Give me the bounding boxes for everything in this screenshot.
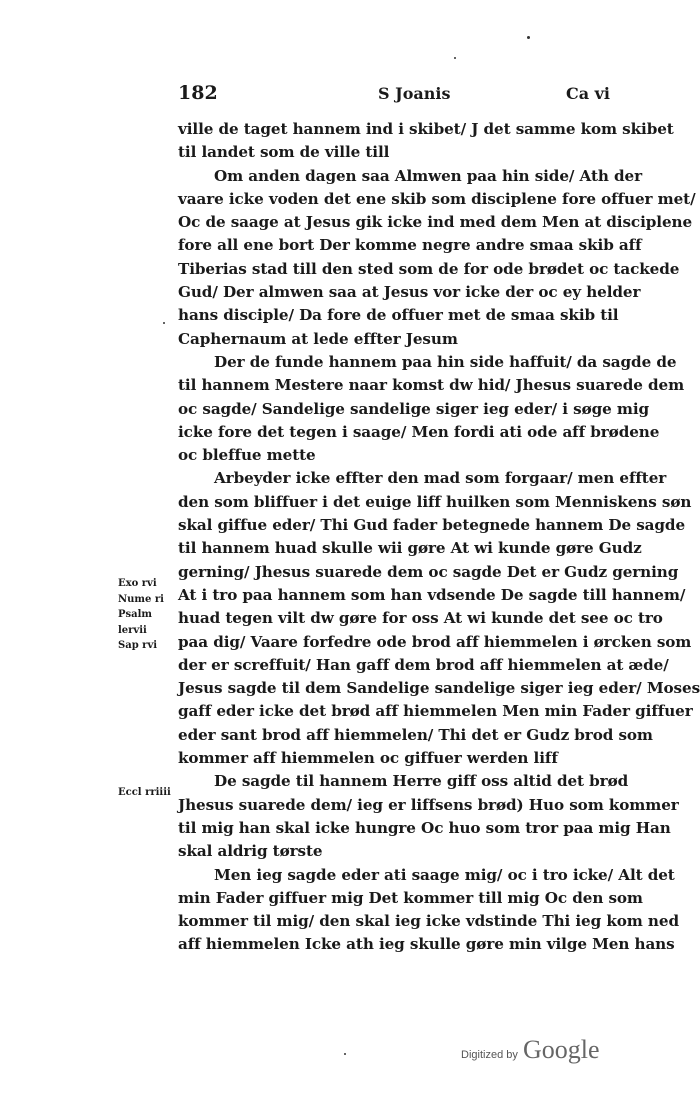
text-line: Om anden dagen saa Almwen paa hin side/ Ath der: [214, 166, 642, 185]
text-line: til hannem Mestere naar komst dw hid/ Jhesus suarede dem: [178, 376, 685, 395]
text-line: Caphernaum at lede effter Jesum: [178, 329, 458, 348]
text-line: vaare icke voden det ene skib som disciplene fore offuer met/: [178, 189, 696, 208]
text-line: min Fader giffuer mig Det kommer till mig Oc den som: [178, 888, 643, 907]
text-line: oc bleffue mette: [178, 446, 316, 465]
ink-speck: [344, 1053, 346, 1055]
text-line: Men ieg sagde eder ati saage mig/ oc i tro icke/ Alt det: [214, 865, 675, 884]
text-line: Jhesus suarede dem/ ieg er liffsens brød) Huo som kommer: [178, 795, 679, 814]
ink-speck: [454, 57, 456, 59]
ink-speck: [163, 322, 165, 324]
text-line: Oc de saage at Jesus gik icke ind med dem Men at disciplene: [178, 213, 693, 232]
margin-references: [118, 785, 171, 801]
text-line: fore all ene bort Der komme negre andre smaa skib aff: [178, 236, 642, 255]
google-logo: Google: [522, 1035, 600, 1064]
text-line: ville de taget hannem ind i skibet/ J det samme kom skibet: [178, 120, 674, 138]
margin-reference: Nume ri: [118, 593, 164, 605]
text-line: At i tro paa hannem som han vdsende De sagde till hannem/: [178, 585, 686, 604]
text-line: til hannem huad skulle wii gøre At wi kunde gøre Gudz: [178, 539, 642, 558]
text-line: icke fore det tegen i saage/ Men fordi ati ode aff brødene: [178, 422, 660, 441]
margin-reference: lervii: [118, 624, 147, 636]
text-line: gerning/ Jhesus suarede dem oc sagde Det er Gudz gerning: [178, 562, 679, 581]
text-line: Jesus sagde til dem Sandelige sandelige siger ieg eder/ Moses: [178, 679, 700, 698]
text-line: Gud/ Der almwen saa at Jesus vor icke der oc ey helder: [178, 283, 641, 302]
text-line: Arbeyder icke effter den mad som forgaar/ men effter: [214, 469, 667, 488]
ink-speck: [527, 36, 530, 39]
text-line: skal aldrig tørste: [178, 842, 323, 861]
text-line: oc sagde/ Sandelige sandelige siger ieg eder/ i søge mig: [178, 399, 650, 418]
text-line: til mig han skal icke hungre Oc huo som tror paa mig Han: [178, 818, 671, 837]
text-line: den som bliffuer i det euige liff huilken som Menniskens søn: [178, 492, 692, 511]
text-line: kommer til mig/ den skal ieg icke vdstinde Thi ieg kom ned: [178, 912, 679, 931]
text-line: eder sant brod aff hiemmelen/ Thi det er Gudz brod som: [178, 725, 653, 744]
text-line: aff hiemmelen Icke ath ieg skulle gøre min vilge Men hans: [178, 935, 675, 954]
text-line: Tiberias stad till den sted som de for ode brødet oc tackede: [178, 259, 680, 278]
margin-reference: Eccl rriiii: [118, 787, 171, 798]
text-line: der er screffuit/ Han gaff dem brod aff hiemmelen at æde/: [178, 655, 669, 674]
text-line: til landet som de ville till: [178, 143, 390, 162]
running-title: S Joanis: [378, 84, 451, 103]
margin-references: [118, 576, 164, 654]
margin-reference: Sap rvi: [118, 640, 158, 651]
text-line: gaff eder icke det brød aff hiemmelen Men min Fader giffuer: [178, 702, 693, 721]
text-line: skal giffue eder/ Thi Gud fader betegnede hannem De sagde: [178, 516, 686, 535]
margin-reference: Exo rvi: [118, 578, 157, 589]
text-line: paa dig/ Vaare forfedre ode brod aff hiemmelen i ørcken som: [178, 632, 692, 651]
chapter-label: Ca vi: [565, 84, 610, 103]
text-line: kommer aff hiemmelen oc giffuer werden liff: [178, 749, 558, 768]
page-header: [178, 82, 610, 108]
digitized-label: Digitized by: [461, 1049, 518, 1061]
text-line: Der de funde hannem paa hin side haffuit/ da sagde de: [214, 352, 677, 371]
digitized-by-google: [461, 1035, 600, 1071]
text-line: hans disciple/ Da fore de offuer met de smaa skib til: [178, 306, 619, 325]
page-number: 182: [178, 82, 218, 104]
margin-reference: Psalm: [118, 609, 153, 620]
main-text: [178, 118, 700, 957]
text-line: De sagde til hannem Herre giff oss altid det brød: [214, 772, 629, 791]
text-line: huad tegen vilt dw gøre for oss At wi kunde det see oc tro: [178, 609, 663, 628]
